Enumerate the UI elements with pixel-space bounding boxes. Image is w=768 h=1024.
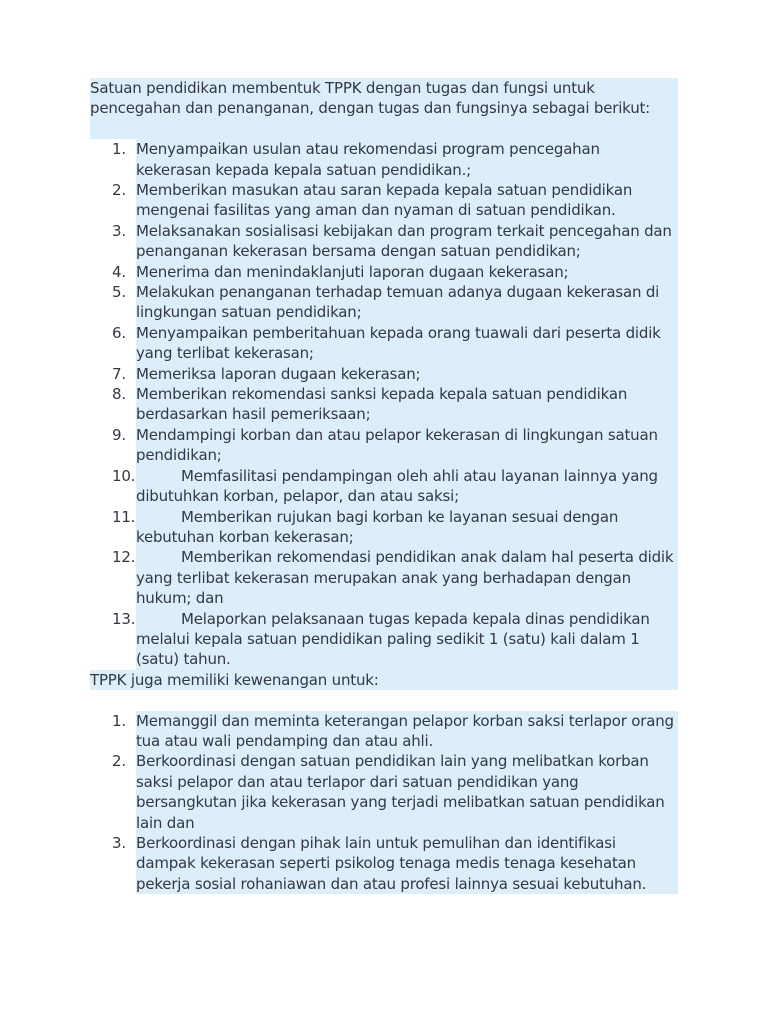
duty-text: Memberikan rujukan bagi korban ke layanan sesuai dengan kebutuhan korban kekerasan;	[136, 507, 619, 546]
duty-number: 1.	[112, 140, 126, 159]
authority-text: Berkoordinasi dengan pihak lain untuk pemulihan dan identifikasi dampak kekerasan seperti psikolog tenaga medis tenaga kesehatan pekerja sosial rohaniawan dan atau profesi lainnya sesuai kebutuhan.	[136, 833, 678, 894]
duty-text-wrap	[136, 547, 678, 608]
duty-item	[90, 609, 678, 670]
duty-number: 11.	[112, 507, 136, 526]
authority-number: 3.	[112, 834, 126, 852]
duty-text: Memfasilitasi pendampingan oleh ahli atau layanan lainnya yang dibutuhkan korban, pelapor, dan atau saksi;	[136, 466, 658, 506]
authority-item	[90, 751, 678, 833]
duty-number: 10.	[112, 466, 136, 485]
duty-item	[90, 425, 678, 466]
duty-number: 7.	[112, 364, 126, 383]
duty-item	[90, 364, 678, 384]
duty-item	[90, 384, 678, 425]
duty-number: 13.	[112, 609, 136, 628]
duty-text: Memberikan rekomendasi sanksi kepada kepala satuan pendidikan berdasarkan hasil pemeriksaan;	[136, 384, 678, 425]
duty-item	[90, 547, 678, 608]
duty-number: 6.	[112, 323, 126, 342]
duty-text: Menyampaikan usulan atau rekomendasi program pencegahan kekerasan kepada kepala satuan pendidikan.;	[136, 139, 678, 180]
duty-text: Melakukan penanganan terhadap temuan adanya dugaan kekerasan di lingkungan satuan pendidikan;	[136, 282, 678, 323]
duty-item	[90, 466, 678, 507]
duty-text: Menerima dan menindaklanjuti laporan dugaan kekerasan;	[136, 262, 678, 282]
duty-item	[90, 180, 678, 221]
duty-item	[90, 262, 678, 282]
authority-item	[90, 711, 678, 752]
authority-text: Memanggil dan meminta keterangan pelapor korban saksi terlapor orang tua atau wali pendamping dan atau ahli.	[136, 711, 678, 752]
duty-text-wrap	[136, 609, 678, 670]
duty-number: 5.	[112, 283, 126, 302]
authorities-list	[90, 711, 678, 895]
duty-text: Memeriksa laporan dugaan kekerasan;	[136, 364, 678, 384]
authority-number: 2.	[112, 752, 126, 771]
duty-text-wrap	[136, 507, 678, 548]
duty-number: 9.	[112, 425, 126, 444]
duty-text: Melaporkan pelaksanaan tugas kepada kepala dinas pendidikan melalui kepala satuan pendidikan paling sedikit 1 (satu) kali dalam 1 (satu) tahun.	[136, 609, 650, 669]
duty-number: 4.	[112, 262, 126, 281]
document-body	[90, 78, 678, 894]
authority-number: 1.	[112, 711, 126, 730]
duty-text: Mendampingi korban dan atau pelapor kekerasan di lingkungan satuan pendidikan;	[136, 425, 678, 466]
duty-item	[90, 507, 678, 548]
duty-item	[90, 323, 678, 364]
duty-text: Menyampaikan pemberitahuan kepada orang tuawali dari peserta didik yang terlibat kekerasan;	[136, 323, 678, 364]
authority-intro: TPPK juga memiliki kewenangan untuk:	[90, 670, 678, 690]
duties-list	[90, 139, 678, 670]
authority-item	[90, 833, 678, 894]
duty-text: Memberikan masukan atau saran kepada kepala satuan pendidikan mengenai fasilitas yang aman dan nyaman di satuan pendidikan.	[136, 180, 678, 221]
duty-text-wrap	[136, 466, 678, 507]
paragraph-gap	[90, 119, 678, 139]
paragraph-gap	[90, 690, 678, 710]
intro-paragraph: Satuan pendidikan membentuk TPPK dengan tugas dan fungsi untuk pencegahan dan penanganan, dengan tugas dan fungsinya sebagai berikut:	[90, 78, 678, 119]
duty-item	[90, 221, 678, 262]
duty-item	[90, 139, 678, 180]
duty-number: 8.	[112, 385, 126, 404]
duty-number: 3.	[112, 221, 126, 240]
duty-text: Melaksanakan sosialisasi kebijakan dan program terkait pencegahan dan penanganan kekerasan bersama dengan satuan pendidikan;	[136, 221, 678, 262]
duty-number: 12.	[112, 548, 136, 567]
duty-number: 2.	[112, 181, 126, 200]
authority-text: Berkoordinasi dengan satuan pendidikan lain yang melibatkan korban saksi pelapor dan atau terlapor dari satuan pendidikan yang bersangkutan jika kekerasan yang terjadi melibatkan satuan pendidikan lain dan	[136, 751, 678, 833]
duty-item	[90, 282, 678, 323]
duty-text: Memberikan rekomendasi pendidikan anak dalam hal peserta didik yang terlibat kekerasan merupakan anak yang berhadapan dengan hukum; dan	[136, 548, 674, 608]
